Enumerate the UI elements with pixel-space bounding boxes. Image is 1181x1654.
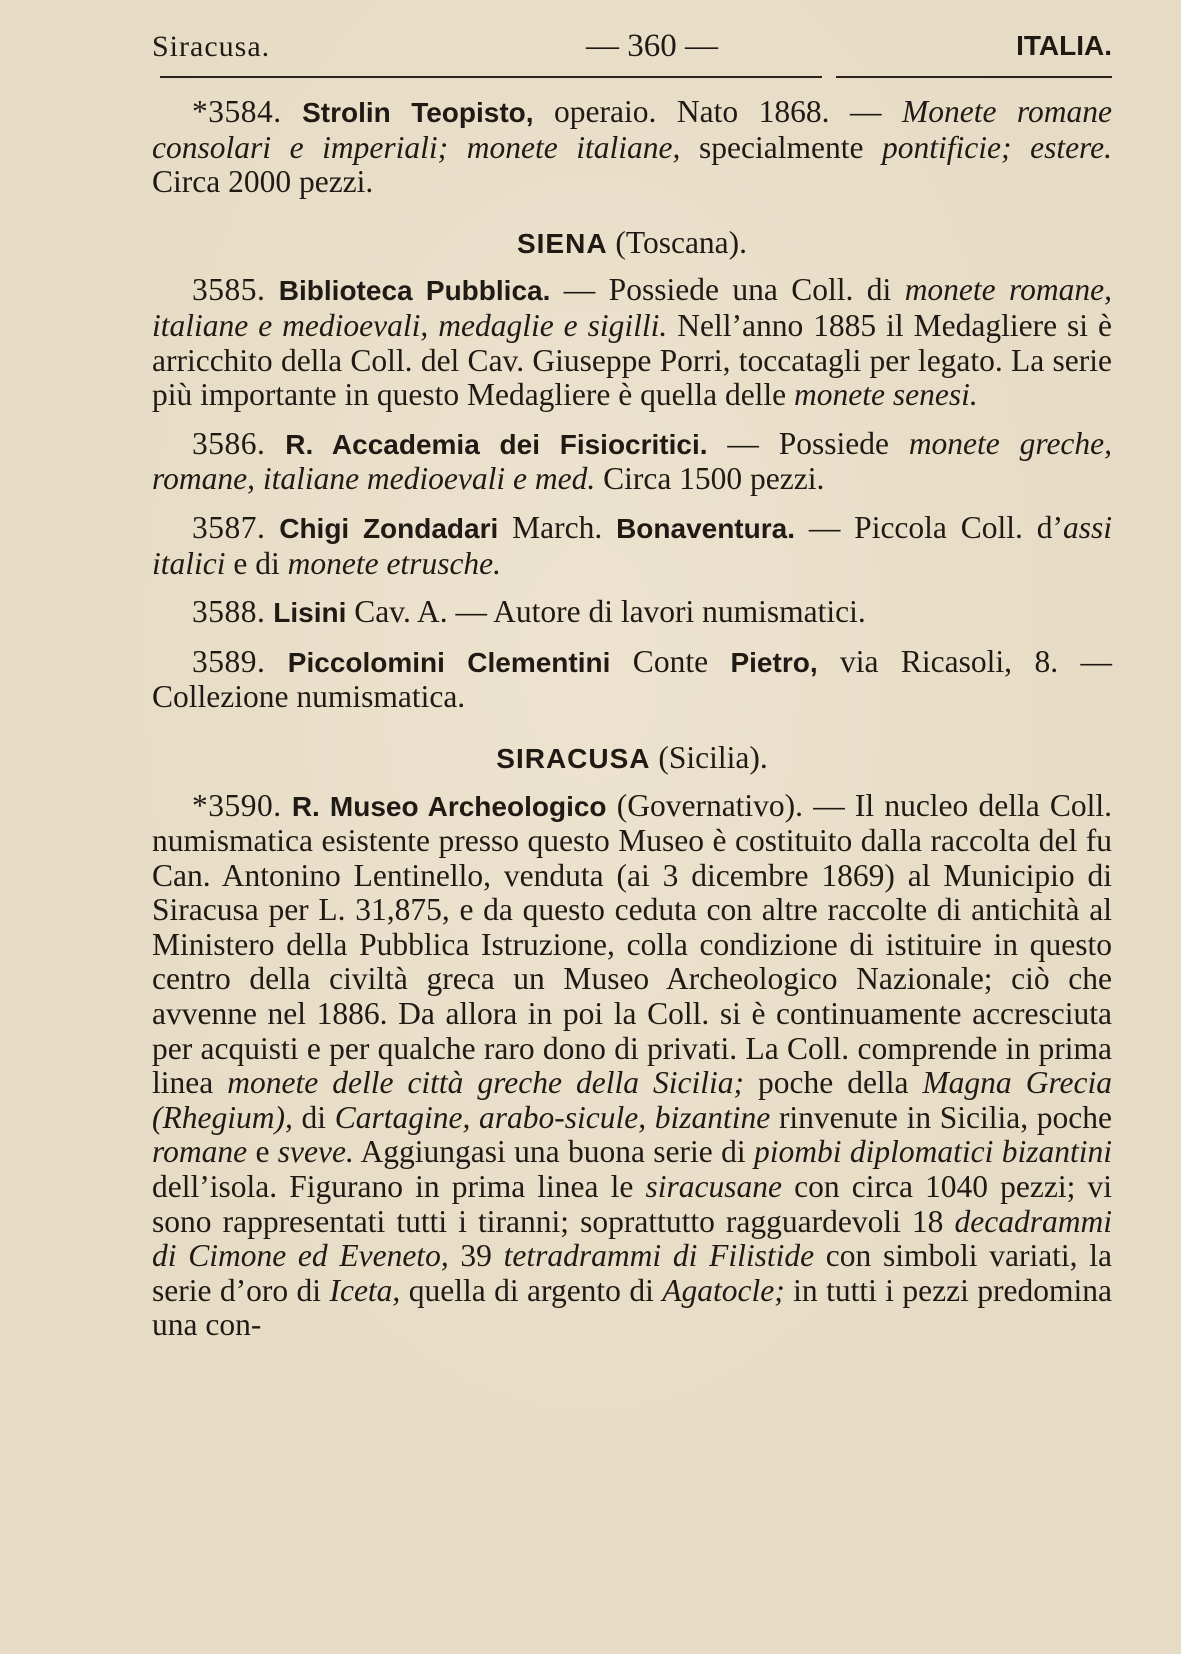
entry-name: R. Accademia dei Fisiocritici. — [285, 428, 708, 460]
entry-text: Circa 1500 pezzi. — [595, 461, 825, 497]
entry-italic: Cartagine, arabo-sicule, bizantine — [334, 1099, 771, 1135]
entry-text: Nell’anno 1885 il Medagliere si è arricchito della Coll. del Cav. Giuseppe Porri, toccatagli per legato. La serie più importante in questo Medagliere è quella delle — [152, 307, 1112, 413]
entry-3588 — [152, 595, 1112, 631]
entry-3584 — [152, 95, 1112, 200]
entry-name: Biblioteca Pubblica. — [278, 275, 551, 307]
entry-italic: monete romane, italiane e medioevali, medaglie e sigilli. — [152, 272, 1112, 343]
entry-italic: sveve. — [277, 1134, 354, 1170]
entry-number: 3586. — [192, 425, 266, 461]
entry-3590 — [152, 789, 1112, 1344]
entry-number: *3590. — [192, 787, 282, 823]
header-rule-left — [160, 76, 822, 78]
region-name: (Toscana). — [607, 224, 748, 260]
entry-name: Chigi Zondadari — [279, 512, 499, 544]
entry-text: (Governativo). — Il nucleo della Coll. numismatica esistente presso questo Museo è costituito dalla raccolta del fu Can. Antonino Lentinello, venduta (ai 3 dicembre 1869) al Municipio di Siracusa per L. 31,875, e da questo ceduta con altre raccolte di antichità al Ministero della Pubblica Istruzione, colla condizione di istituire in questo centro della civiltà greca un Museo Archeologico Nazionale; ciò che avvenne nel 1886. Da allora in poi la Coll. si è continuamente accresciuta per acquisti e per qualche raro dono di privati. La Coll. comprende in prima linea — [152, 787, 1113, 1101]
header-rule-right — [836, 76, 1112, 78]
entry-text: in tutti i pezzi predomina una con- — [152, 1272, 1112, 1343]
entry-italic: monete delle città greche della Sicilia; — [227, 1065, 744, 1101]
entry-text: di — [292, 1099, 335, 1135]
entry-italic: siracusane — [645, 1169, 783, 1205]
entry-italic: monete senesi. — [794, 377, 978, 413]
entry-name-secondary: Bonaventura. — [616, 512, 795, 544]
entry-italic: monete greche, romane, italiane medioevali e med. — [152, 425, 1113, 497]
entry-text: via Ricasoli, 8. — Collezione numismatica. — [152, 643, 1112, 715]
entry-italic: Magna Grecia (Rhegium), — [152, 1065, 1112, 1135]
entry-text: e di — [225, 545, 288, 581]
section-heading-siracusa — [152, 741, 1112, 777]
entry-italic: tetradrammi di Filistide — [503, 1238, 815, 1274]
entry-italic: Monete romane consolari e imperiali; monete italiane, — [152, 94, 1113, 165]
entry-italic: Iceta, — [329, 1272, 401, 1308]
city-name: SIENA — [516, 227, 608, 259]
running-head-left: Siracusa. — [152, 30, 271, 63]
running-head-right: ITALIA. — [1016, 30, 1112, 61]
entry-text: — Possiede una Coll. di — [550, 272, 905, 308]
entry-text: 39 — [448, 1238, 504, 1274]
entry-name: Strolin Teopisto, — [302, 97, 534, 128]
entry-italic: piombi diplomatici bizantini — [754, 1134, 1112, 1170]
entry-italic: assi italici — [152, 509, 1112, 581]
city-name: SIRACUSA — [496, 742, 651, 774]
entry-italic: romane — [152, 1134, 248, 1170]
entry-3587 — [152, 511, 1112, 581]
entry-number: *3584. — [192, 94, 282, 129]
entry-3589 — [152, 645, 1112, 715]
entry-text: — Possiede — [707, 425, 909, 461]
entry-italic: monete etrusche. — [287, 545, 502, 581]
entry-number: 3587. — [192, 509, 266, 545]
page-body — [152, 95, 1112, 1343]
entry-3586 — [152, 427, 1112, 497]
entry-text: dell’isola. Figurano in prima linea le — [152, 1169, 646, 1205]
entry-text: con circa 1040 pezzi; vi sono rappresentati tutti i tiranni; soprattutto ragguardevoli 18 — [152, 1169, 1112, 1239]
entry-text: — Piccola Coll. d’ — [795, 509, 1063, 545]
entry-name: Lisini — [273, 597, 347, 629]
section-heading-siena — [152, 226, 1112, 262]
entry-text: Cav. A. — Autore di lavori numismatici. — [346, 594, 866, 630]
entry-text: rinvenute in Sicilia, poche — [770, 1099, 1112, 1135]
entry-3585 — [152, 273, 1112, 412]
entry-number: 3589. — [192, 643, 266, 679]
entry-text: operaio. Nato 1868. — — [533, 94, 902, 129]
entry-name: Piccolomini Clementini — [287, 646, 611, 678]
entry-number: 3588. — [192, 594, 266, 630]
entry-text: specialmente — [680, 129, 883, 165]
entry-text: quella di argento di — [400, 1272, 663, 1308]
entry-text: e — [247, 1134, 278, 1170]
entry-name-secondary: Pietro, — [730, 646, 818, 678]
running-head — [152, 20, 1112, 70]
entry-number: 3585. — [192, 272, 266, 308]
page-number: — 360 — — [586, 28, 718, 64]
entry-text: Conte — [610, 643, 731, 679]
entry-name: R. Museo Archeologico — [291, 790, 607, 822]
entry-text: Circa 2000 pezzi. — [152, 164, 374, 200]
entry-text: poche della — [743, 1065, 923, 1101]
entry-italic: decadrammi di Cimone ed Eveneto, — [152, 1203, 1112, 1274]
region-name: (Sicilia). — [650, 739, 768, 775]
entry-text: March. — [498, 509, 617, 545]
entry-text: con simboli variati, la serie d’oro di — [152, 1238, 1113, 1308]
entry-italic: pontificie; estere. — [882, 129, 1113, 165]
entry-text: Aggiungasi una buona serie di — [353, 1134, 754, 1170]
entry-italic: Agatocle; — [662, 1272, 785, 1308]
